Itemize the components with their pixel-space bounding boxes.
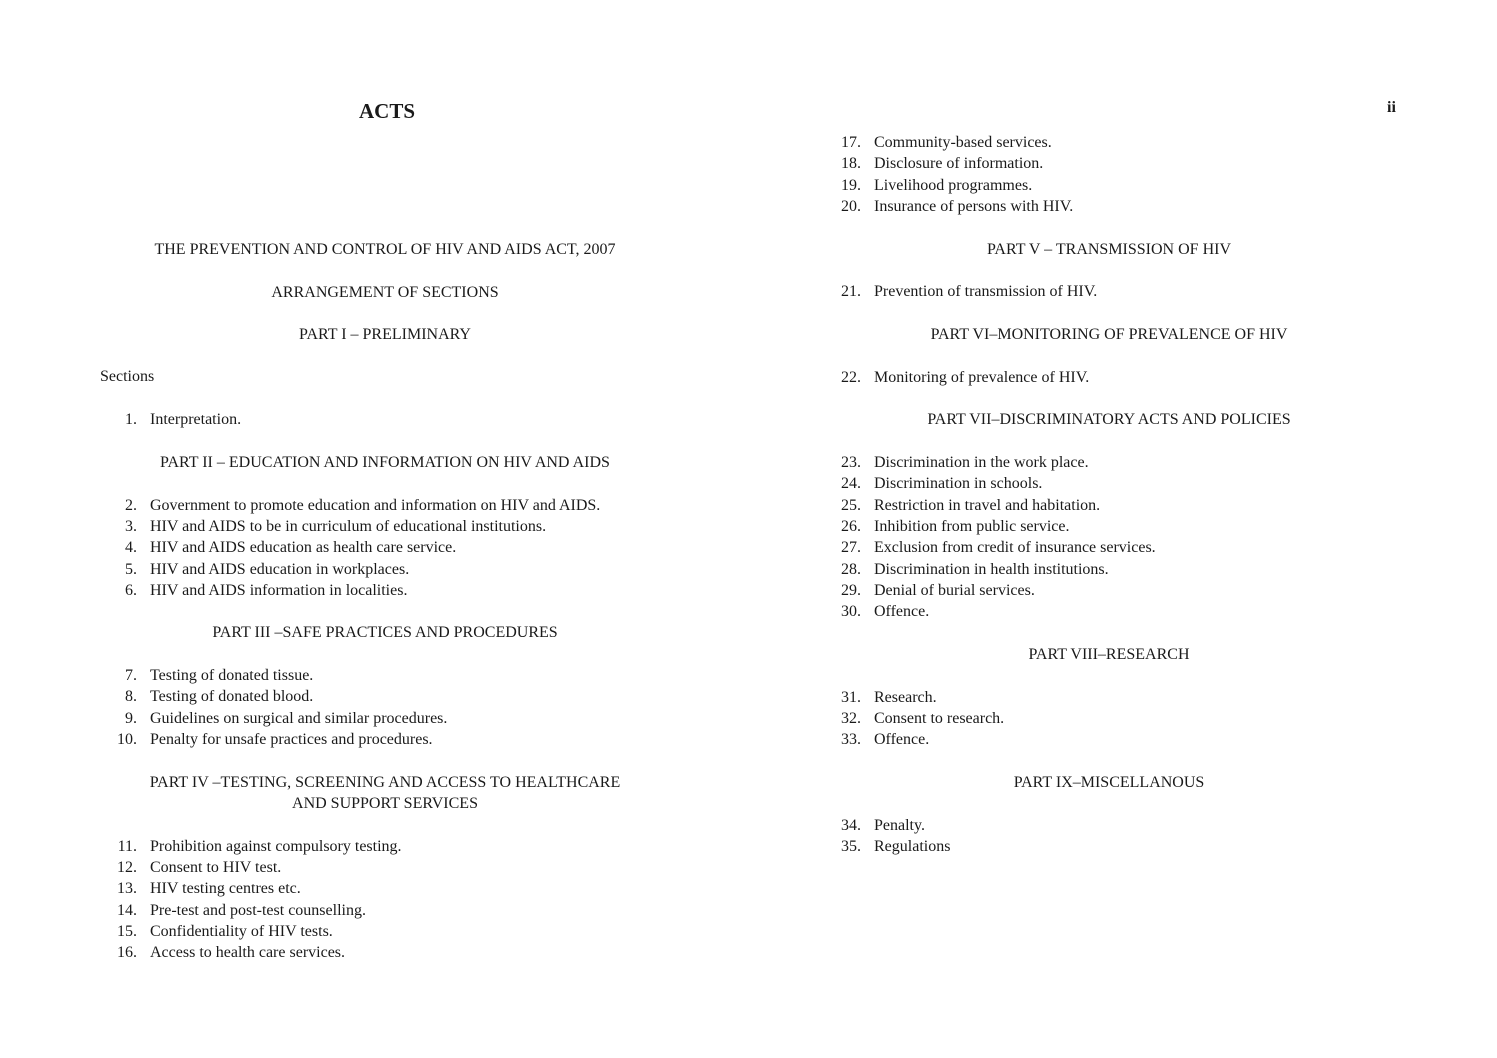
section-title: Testing of donated blood. (150, 688, 314, 705)
part-4-heading-line2: AND SUPPORT SERVICES (292, 795, 478, 812)
section-number: 33. (841, 731, 861, 748)
section-title: Inhibition from public service. (874, 518, 1070, 535)
section-title: Penalty. (874, 817, 925, 834)
part-8-heading: PART VIII–RESEARCH (1028, 646, 1190, 663)
part-3-heading: PART III –SAFE PRACTICES AND PROCEDURES (212, 624, 558, 641)
section-title: Disclosure of information. (874, 155, 1044, 172)
section-title: Consent to research. (874, 710, 1005, 727)
section-number: 11. (117, 838, 137, 855)
section-number: 21. (841, 283, 861, 300)
section-number: 25. (841, 497, 861, 514)
section-title: Pre-test and post-test counselling. (150, 902, 366, 919)
act-title: THE PREVENTION AND CONTROL OF HIV AND AIDS ACT, 2007 (154, 241, 616, 258)
section-number: 13. (117, 880, 137, 897)
section-title: HIV and AIDS education as health care service. (150, 539, 457, 556)
section-title: Prevention of transmission of HIV. (874, 283, 1098, 300)
section-number: 18. (841, 155, 861, 172)
section-number: 2. (125, 497, 137, 514)
section-number: 7. (125, 667, 137, 684)
section-number: 22. (841, 369, 861, 386)
section-number: 6. (125, 582, 137, 599)
section-title: Restriction in travel and habitation. (874, 497, 1101, 514)
section-title: Discrimination in health institutions. (874, 561, 1109, 578)
section-title: Interpretation. (150, 411, 242, 428)
section-number: 27. (841, 539, 861, 556)
part-4-heading-line1: PART IV –TESTING, SCREENING AND ACCESS TO HEALTHCARE (149, 774, 621, 791)
section-title: Penalty for unsafe practices and procedures. (150, 731, 433, 748)
section-title: Offence. (874, 731, 930, 748)
section-title: Testing of donated tissue. (150, 667, 314, 684)
section-title: Offence. (874, 603, 930, 620)
section-title: Research. (874, 689, 937, 706)
section-title: HIV testing centres etc. (150, 880, 301, 897)
section-title: HIV and AIDS information in localities. (150, 582, 408, 599)
section-title: Access to health care services. (150, 944, 346, 961)
section-number: 30. (841, 603, 861, 620)
section-number: 29. (841, 582, 861, 599)
part-5-heading: PART V – TRANSMISSION OF HIV (987, 241, 1231, 258)
section-number: 31. (841, 689, 861, 706)
part-7-heading: PART VII–DISCRIMINATORY ACTS AND POLICIES (927, 411, 1291, 428)
section-number: 14. (117, 902, 137, 919)
section-number: 32. (841, 710, 861, 727)
section-title: Denial of burial services. (874, 582, 1035, 599)
section-number: 23. (841, 454, 861, 471)
part-2-heading: PART II – EDUCATION AND INFORMATION ON HIV AND AIDS (160, 454, 610, 471)
section-title: Insurance of persons with HIV. (874, 198, 1074, 215)
section-number: 15. (117, 923, 137, 940)
section-title: Regulations (874, 838, 951, 855)
part-9-heading: PART IX–MISCELLANOUS (1013, 774, 1205, 791)
arrangement-heading: ARRANGEMENT OF SECTIONS (271, 284, 499, 301)
part-6-heading: PART VI–MONITORING OF PREVALENCE OF HIV (930, 326, 1288, 343)
section-number: 24. (841, 475, 861, 492)
section-number: 35. (841, 838, 861, 855)
section-number: 4. (125, 539, 137, 556)
section-number: 1. (125, 411, 137, 428)
section-number: 16. (117, 944, 137, 961)
page-title: ACTS (359, 99, 416, 123)
section-number: 9. (125, 710, 137, 727)
section-title: Consent to HIV test. (150, 859, 282, 876)
section-title: Guidelines on surgical and similar procedures. (150, 710, 448, 727)
section-title: Discrimination in the work place. (874, 454, 1089, 471)
section-title: Livelihood programmes. (874, 177, 1033, 194)
section-title: HIV and AIDS to be in curriculum of educational institutions. (150, 518, 547, 535)
section-number: 17. (841, 134, 861, 151)
section-number: 26. (841, 518, 861, 535)
section-number: 20. (841, 198, 861, 215)
section-number: 8. (125, 688, 137, 705)
section-title: Monitoring of prevalence of HIV. (874, 369, 1090, 386)
section-title: Prohibition against compulsory testing. (150, 838, 402, 855)
section-number: 19. (841, 177, 861, 194)
section-title: Government to promote education and information on HIV and AIDS. (150, 497, 601, 514)
section-number: 3. (125, 518, 137, 535)
page-number: ii (1387, 99, 1396, 116)
section-number: 5. (125, 561, 137, 578)
section-title: HIV and AIDS education in workplaces. (150, 561, 410, 578)
section-title: Confidentiality of HIV tests. (150, 923, 333, 940)
section-title: Exclusion from credit of insurance services. (874, 539, 1156, 556)
sections-label: Sections (100, 368, 155, 385)
section-title: Community-based services. (874, 134, 1052, 151)
section-number: 34. (841, 817, 861, 834)
part-1-heading: PART I – PRELIMINARY (299, 326, 471, 343)
section-number: 28. (841, 561, 861, 578)
section-title: Discrimination in schools. (874, 475, 1043, 492)
section-number: 10. (117, 731, 137, 748)
section-number: 12. (117, 859, 137, 876)
